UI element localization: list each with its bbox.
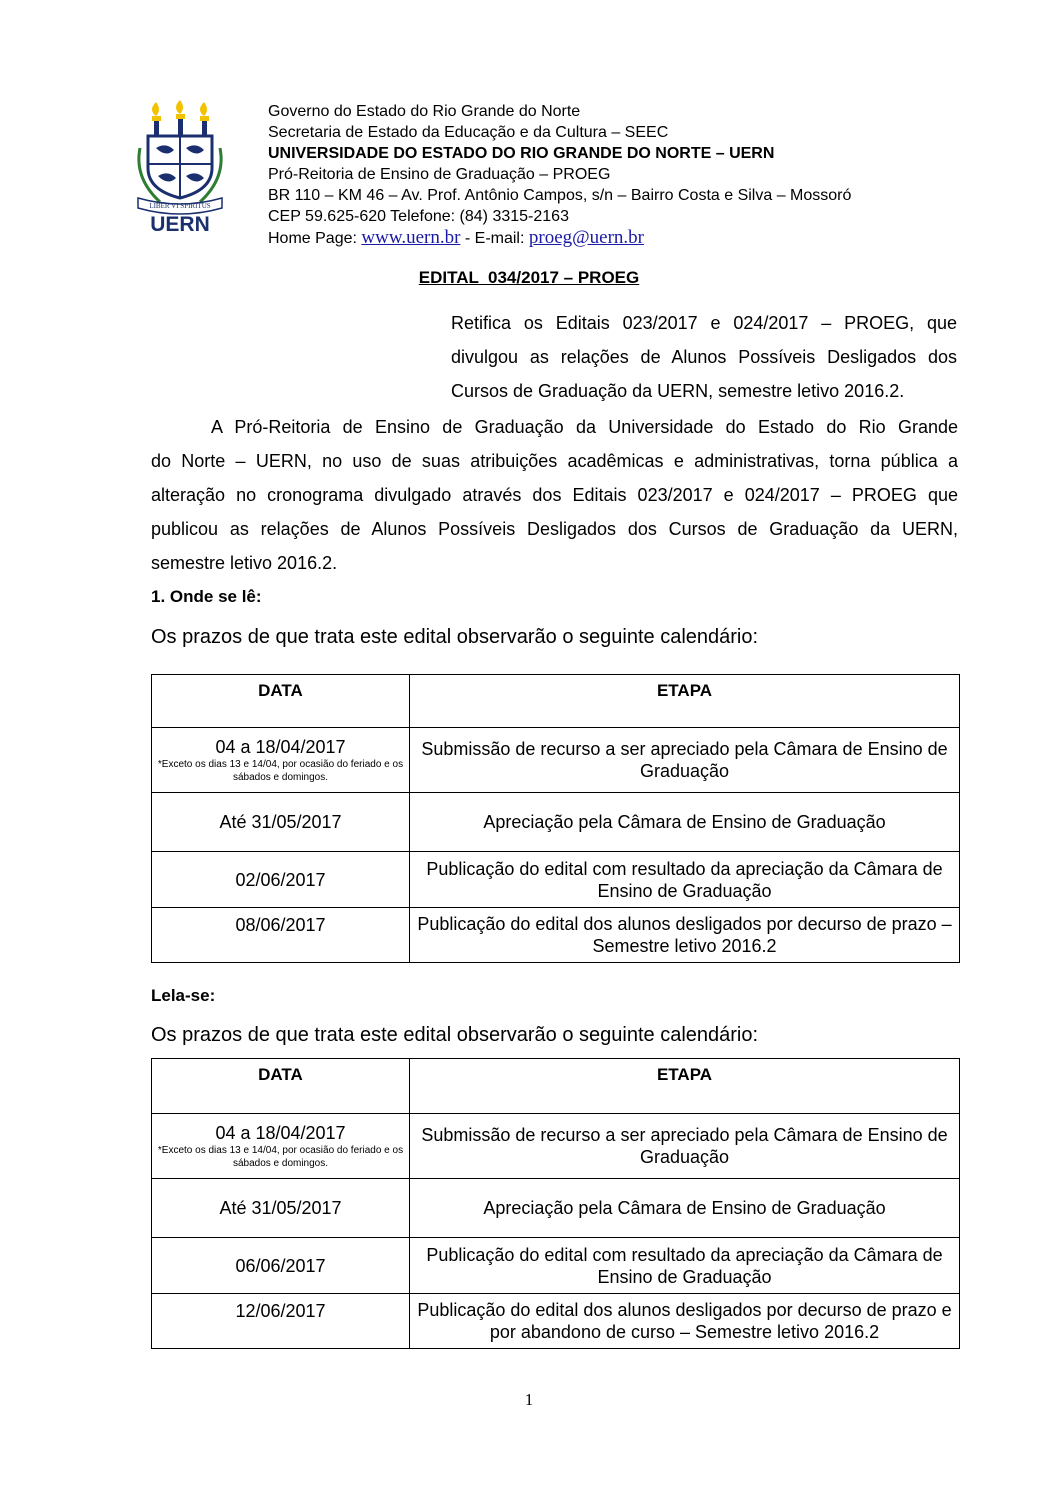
header-date: DATA	[152, 1059, 410, 1114]
paragraph-line: alteração no cronograma divulgado através dos Editais 023/2017 e 024/2017 – PROEG que	[151, 485, 958, 505]
ementa-line: divulgou as relações de Alunos Possíveis Desligados dos	[451, 347, 957, 367]
ementa-line: Retifica os Editais 023/2017 e 024/2017 – PROEG, que	[451, 313, 957, 333]
calendar-table-corrected	[151, 1058, 960, 1349]
email-label: - E-mail:	[460, 230, 529, 247]
uern-logo	[130, 98, 230, 234]
row-date: 06/06/2017	[152, 1238, 410, 1294]
header-line-address: BR 110 – KM 46 – Av. Prof. Antônio Campos, s/n – Bairro Costa e Silva – Mossoró	[268, 187, 852, 204]
letterhead	[268, 101, 851, 249]
date-note: *Exceto os dias 13 e 14/04, por ocasião do feriado e os sábados e domingos.	[157, 759, 404, 783]
table-row	[152, 1114, 960, 1179]
table-row	[152, 793, 960, 852]
row-stage: Apreciação pela Câmara de Ensino de Graduação	[410, 1179, 960, 1238]
table-header-row	[152, 675, 960, 728]
date-note: *Exceto os dias 13 e 14/04, por ocasião do feriado e os sábados e domingos.	[157, 1145, 404, 1169]
header-line-university: UNIVERSIDADE DO ESTADO DO RIO GRANDE DO NORTE – UERN	[268, 145, 775, 162]
row-date	[152, 728, 410, 793]
paragraph-line: semestre letivo 2016.2.	[151, 553, 338, 573]
logo-name: UERN	[150, 213, 210, 234]
header-line-government: Governo do Estado do Rio Grande do Norte	[268, 103, 581, 120]
logo-motto: LIBER VI SPIRITUS	[149, 202, 211, 210]
table-row	[152, 908, 960, 963]
email-link[interactable]: proeg@uern.br	[528, 227, 644, 248]
row-stage: Submissão de recurso a ser apreciado pela Câmara de Ensino de Graduação	[410, 728, 960, 793]
paragraph-line: publicou as relações de Alunos Possíveis Desligados dos Cursos de Graduação da UERN,	[151, 519, 958, 539]
date-value: 04 a 18/04/2017	[215, 1123, 346, 1143]
header-stage: ETAPA	[410, 675, 960, 728]
table-row	[152, 1294, 960, 1349]
paragraph-line: A Pró-Reitoria de Ensino de Graduação da Universidade do Estado do Rio Grande	[211, 417, 958, 437]
row-stage: Submissão de recurso a ser apreciado pela Câmara de Ensino de Graduação	[410, 1114, 960, 1179]
header-stage: ETAPA	[410, 1059, 960, 1114]
row-date	[152, 1114, 410, 1179]
row-date: Até 31/05/2017	[152, 793, 410, 852]
row-date: Até 31/05/2017	[152, 1179, 410, 1238]
row-date: 02/06/2017	[152, 852, 410, 908]
paragraph-line: do Norte – UERN, no uso de suas atribuições acadêmicas e administrativas, torna pública a	[151, 451, 958, 471]
table-row	[152, 852, 960, 908]
shield-icon	[148, 136, 212, 198]
document-title: EDITAL 034/2017 – PROEG	[418, 268, 640, 287]
header-line-contacts	[268, 227, 851, 249]
ementa-line: Cursos de Graduação da UERN, semestre letivo 2016.2.	[451, 381, 905, 401]
row-stage: Publicação do edital com resultado da apreciação da Câmara de Ensino de Graduação	[410, 1238, 960, 1294]
calendar-table-original	[151, 674, 960, 963]
body-paragraph	[151, 410, 958, 580]
section1-heading: 1. Onde se lê:	[151, 587, 262, 606]
section1-intro: Os prazos de que trata este edital observarão o seguinte calendário:	[151, 626, 759, 648]
homepage-label: Home Page:	[268, 230, 362, 247]
section2-intro: Os prazos de que trata este edital observarão o seguinte calendário:	[151, 1024, 759, 1046]
header-line-cep-phone: CEP 59.625-620 Telefone: (84) 3315-2163	[268, 208, 569, 225]
row-stage: Apreciação pela Câmara de Ensino de Graduação	[410, 793, 960, 852]
table-row	[152, 1179, 960, 1238]
section2-heading: Lela-se:	[151, 986, 216, 1005]
table-header-row	[152, 1059, 960, 1114]
header-date: DATA	[152, 675, 410, 728]
row-date: 08/06/2017	[152, 908, 410, 963]
torch-icon	[176, 100, 185, 135]
table-row	[152, 728, 960, 793]
page-number: 1	[524, 1390, 534, 1409]
ementa	[451, 306, 957, 408]
table-row	[152, 1238, 960, 1294]
header-line-secretariat: Secretaria de Estado da Educação e da Cultura – SEEC	[268, 124, 669, 141]
row-date: 12/06/2017	[152, 1294, 410, 1349]
homepage-link[interactable]: www.uern.br	[361, 227, 461, 248]
row-stage: Publicação do edital dos alunos desligados por decurso de prazo e por abandono de curso – Semestre letivo 2016.2	[410, 1294, 960, 1349]
torch-icon	[200, 102, 209, 135]
date-value: 04 a 18/04/2017	[215, 737, 346, 757]
row-stage: Publicação do edital dos alunos desligados por decurso de prazo – Semestre letivo 2016.2	[410, 908, 960, 963]
torch-icon	[152, 102, 161, 135]
row-stage: Publicação do edital com resultado da apreciação da Câmara de Ensino de Graduação	[410, 852, 960, 908]
header-line-proreitoria: Pró-Reitoria de Ensino de Graduação – PROEG	[268, 166, 611, 183]
